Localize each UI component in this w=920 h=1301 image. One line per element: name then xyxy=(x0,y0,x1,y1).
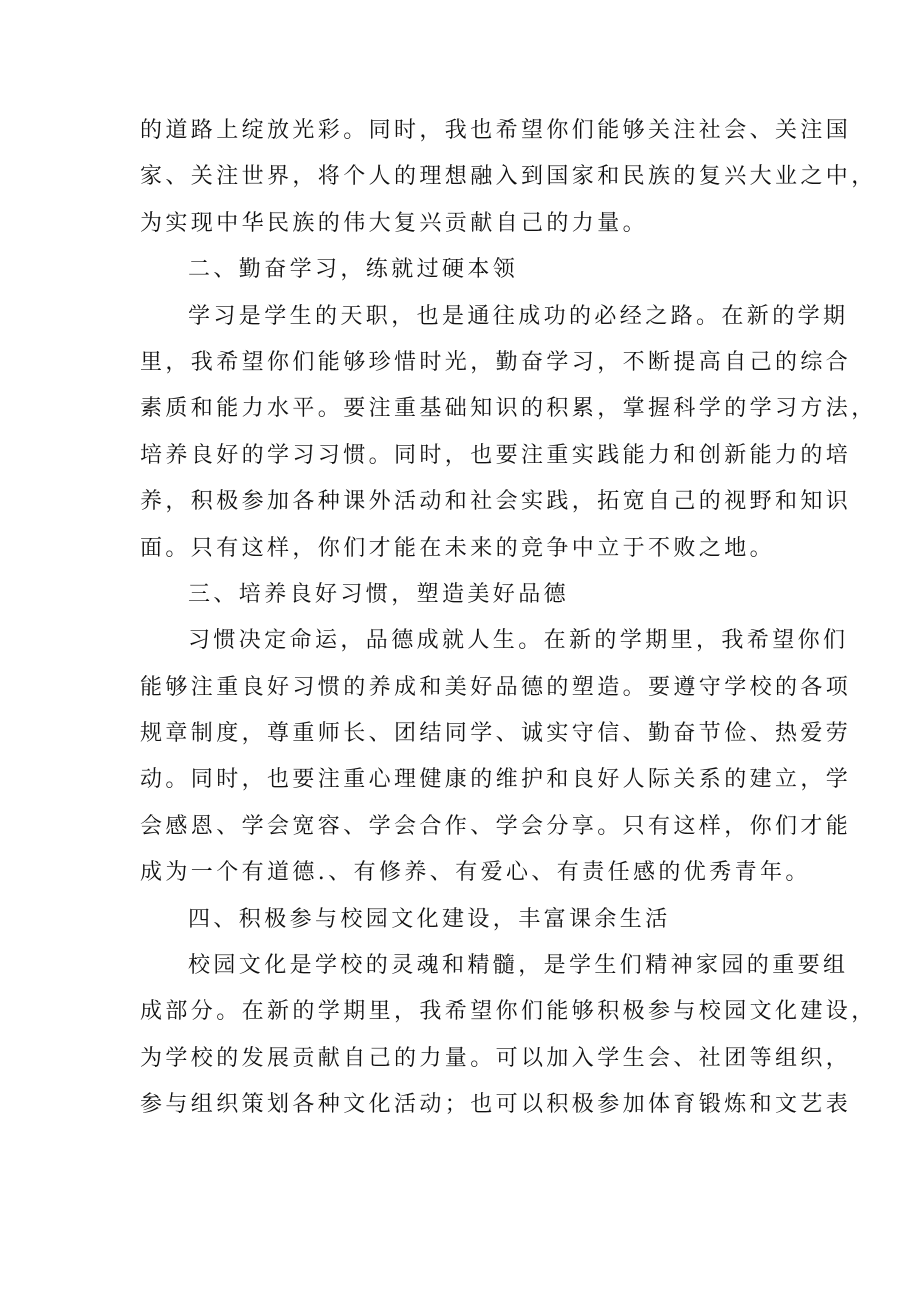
paragraph-line: 校园文化是学校的灵魂和精髓，是学生们精神家园的重要组 xyxy=(188,953,849,979)
paragraph-line: 为学校的发展贡献自己的力量。可以加入学生会、社团等组织， xyxy=(140,1045,852,1071)
paragraph-line: 的道路上绽放光彩。同时，我也希望你们能够关注社会、关注国 xyxy=(140,118,852,143)
paragraph-line: 习惯决定命运，品德成就人生。在新的学期里，我希望你们 xyxy=(188,628,849,654)
paragraph-line: 学习是学生的天职，也是通往成功的必经之路。在新的学期 xyxy=(188,303,849,329)
paragraph-line: 会感恩、学会宽容、学会合作、学会分享。只有这样，你们才能 xyxy=(140,813,852,839)
paragraph-line: 规章制度，尊重师长、团结同学、诚实守信、勤奋节俭、热爱劳 xyxy=(140,721,852,747)
section-heading: 四、积极参与校园文化建设，丰富课余生活 xyxy=(188,906,671,932)
document-body xyxy=(140,108,877,1129)
paragraph-line: 养，积极参加各种课外活动和社会实践，拓宽自己的视野和知识 xyxy=(140,489,852,515)
paragraph-line: 家、关注世界，将个人的理想融入到国家和民族的复兴大业之中， xyxy=(140,164,877,190)
paragraph-line: 素质和能力水平。要注重基础知识的积累，掌握科学的学习方法， xyxy=(140,396,877,422)
section-heading: 三、培养良好习惯，塑造美好品德 xyxy=(188,581,570,607)
paragraph-line: 成部分。在新的学期里，我希望你们能够积极参与校园文化建设， xyxy=(140,999,877,1025)
paragraph-line: 为实现中华民族的伟大复兴贡献自己的力量。 xyxy=(140,210,649,236)
paragraph-line: 能够注重良好习惯的养成和美好品德的塑造。要遵守学校的各项 xyxy=(140,674,852,700)
paragraph-line: 参与组织策划各种文化活动；也可以积极参加体育锻炼和文艺表 xyxy=(140,1092,852,1118)
paragraph-line: 里，我希望你们能够珍惜时光，勤奋学习，不断提高自己的综合 xyxy=(140,349,852,375)
paragraph-line: 成为一个有道德.、有修养、有爱心、有责任感的优秀青年。 xyxy=(140,860,811,886)
section-heading: 二、勤奋学习，练就过硬本领 xyxy=(188,257,519,283)
paragraph-line: 动。同时，也要注重心理健康的维护和良好人际关系的建立，学 xyxy=(140,767,852,793)
paragraph-line: 面。只有这样，你们才能在未来的竞争中立于不败之地。 xyxy=(140,535,776,561)
paragraph-line: 培养良好的学习习惯。同时，也要注重实践能力和创新能力的培 xyxy=(140,442,852,468)
